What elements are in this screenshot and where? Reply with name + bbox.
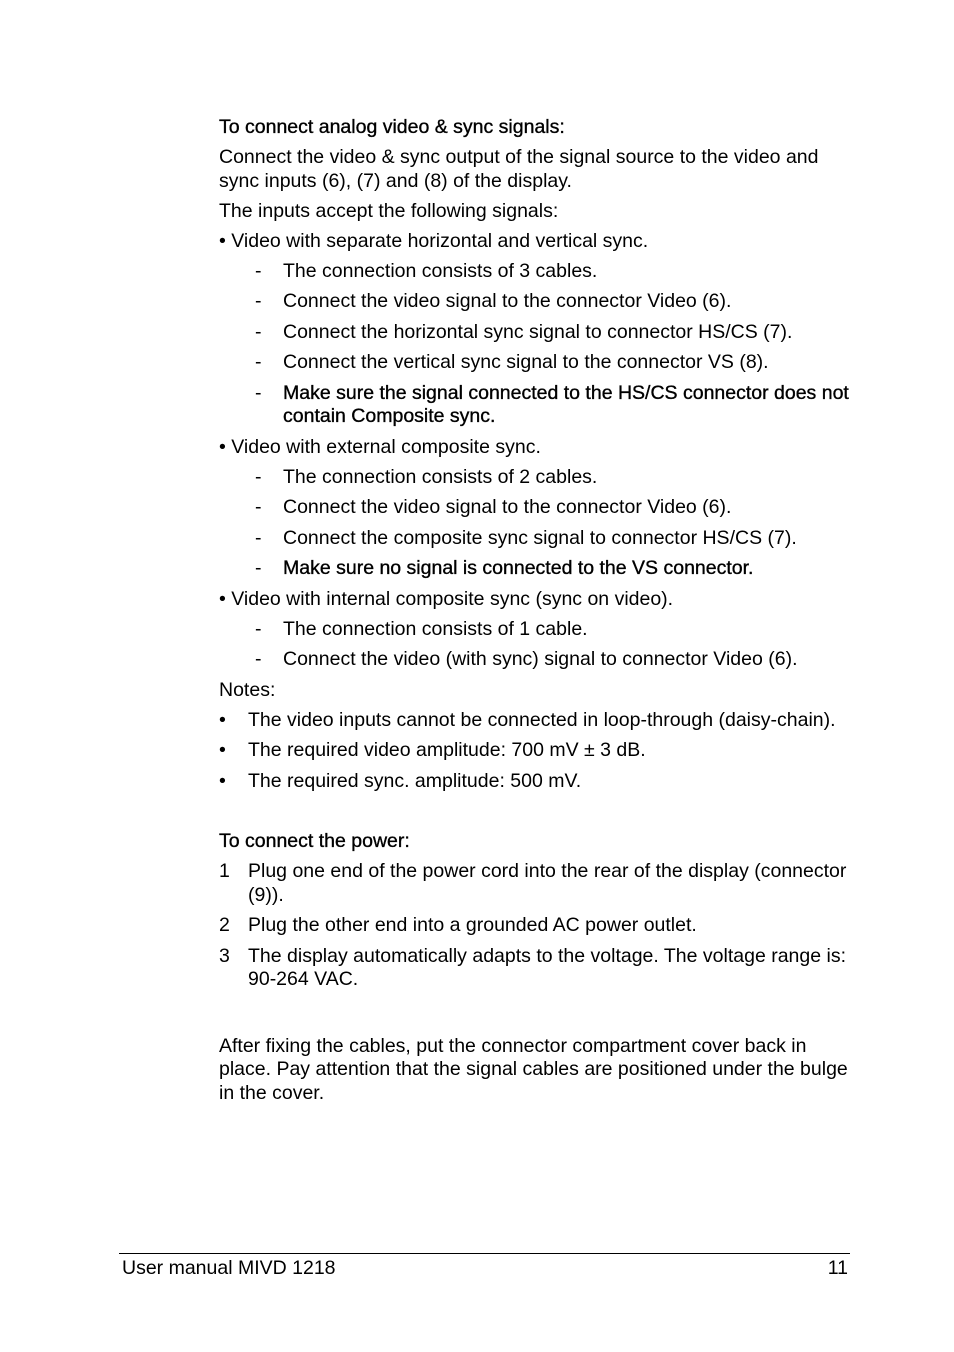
dash-marker: - xyxy=(255,617,262,640)
signal-group-title: • Video with separate horizontal and vertical sync. xyxy=(219,229,649,252)
section-heading-analog: To connect analog video & sync signals: xyxy=(219,116,565,138)
list-item xyxy=(219,496,851,520)
dash-marker: - xyxy=(255,320,262,343)
list-item xyxy=(219,382,851,429)
dash-marker: - xyxy=(255,381,262,404)
list-item xyxy=(219,557,851,581)
note-text: The required video amplitude: 700 mV ± 3 dB. xyxy=(248,739,646,761)
list-item xyxy=(219,648,851,672)
note-text: The video inputs cannot be connected in loop-through (daisy-chain). xyxy=(248,708,836,731)
note-text: The required sync. amplitude: 500 mV. xyxy=(248,769,582,792)
footer-title: User manual MIVD 1218 xyxy=(122,1257,336,1279)
dash-marker: - xyxy=(255,290,262,312)
note-item xyxy=(219,770,851,794)
step-number: 2 xyxy=(219,914,230,936)
note-item xyxy=(219,709,851,733)
bullet-marker: • xyxy=(219,739,226,761)
dash-marker: - xyxy=(255,465,262,488)
list-item xyxy=(219,260,851,284)
bullet-marker: • xyxy=(219,708,226,731)
list-item-text: The connection consists of 1 cable. xyxy=(283,617,588,640)
step-number: 1 xyxy=(219,860,230,882)
note-item xyxy=(219,739,851,763)
list-item-text: The connection consists of 2 cables. xyxy=(283,465,598,488)
step-text: The display automatically adapts to the voltage. The voltage range is: 90-264 VAC. xyxy=(248,944,846,990)
closing-paragraph: After fixing the cables, put the connector compartment cover back in place. Pay attention that the signal cables are positioned under the bulge in the cover. xyxy=(219,1034,848,1104)
step-item xyxy=(219,914,851,938)
page-number: 11 xyxy=(827,1257,848,1279)
list-item-text: Connect the horizontal sync signal to connector HS/CS (7). xyxy=(283,320,793,343)
dash-marker: - xyxy=(255,496,262,518)
signal-group-title: • Video with internal composite sync (sync on video). xyxy=(219,587,674,610)
dash-marker: - xyxy=(255,351,262,373)
dash-marker: - xyxy=(255,557,262,579)
list-item-text: Connect the video (with sync) signal to connector Video (6). xyxy=(283,648,798,670)
accept-paragraph: The inputs accept the following signals: xyxy=(219,199,559,222)
list-item-text: Connect the composite sync signal to connector HS/CS (7). xyxy=(283,526,797,549)
list-item xyxy=(219,351,851,375)
signal-group-title: • Video with external composite sync. xyxy=(219,435,541,458)
step-number: 3 xyxy=(219,944,230,967)
step-item xyxy=(219,945,851,992)
list-item xyxy=(219,618,851,642)
page-content xyxy=(219,116,851,1112)
list-item-text: Connect the video signal to the connector Video (6). xyxy=(283,496,732,518)
warning-text: Make sure the signal connected to the HS/CS connector does not contain Composite sync. xyxy=(283,381,849,427)
list-item xyxy=(219,321,851,345)
footer-divider xyxy=(119,1253,850,1254)
list-item xyxy=(219,466,851,490)
intro-paragraph: Connect the video & sync output of the signal source to the video and sync inputs (6), (7) and (8) of the display. xyxy=(219,146,819,192)
list-item-text: Connect the vertical sync signal to the connector VS (8). xyxy=(283,351,769,373)
step-text: Plug one end of the power cord into the rear of the display (connector (9)). xyxy=(248,860,847,906)
list-item xyxy=(219,527,851,551)
list-item-text: Connect the video signal to the connector Video (6). xyxy=(283,290,732,312)
section-heading-power: To connect the power: xyxy=(219,830,410,852)
dash-marker: - xyxy=(255,259,262,282)
step-item xyxy=(219,860,851,907)
bullet-marker: • xyxy=(219,769,226,792)
dash-marker: - xyxy=(255,526,262,549)
list-item-text: The connection consists of 3 cables. xyxy=(283,259,598,282)
notes-label: Notes: xyxy=(219,678,276,701)
warning-text: Make sure no signal is connected to the VS connector. xyxy=(283,557,754,579)
step-text: Plug the other end into a grounded AC power outlet. xyxy=(248,914,697,936)
list-item xyxy=(219,290,851,314)
dash-marker: - xyxy=(255,648,262,670)
